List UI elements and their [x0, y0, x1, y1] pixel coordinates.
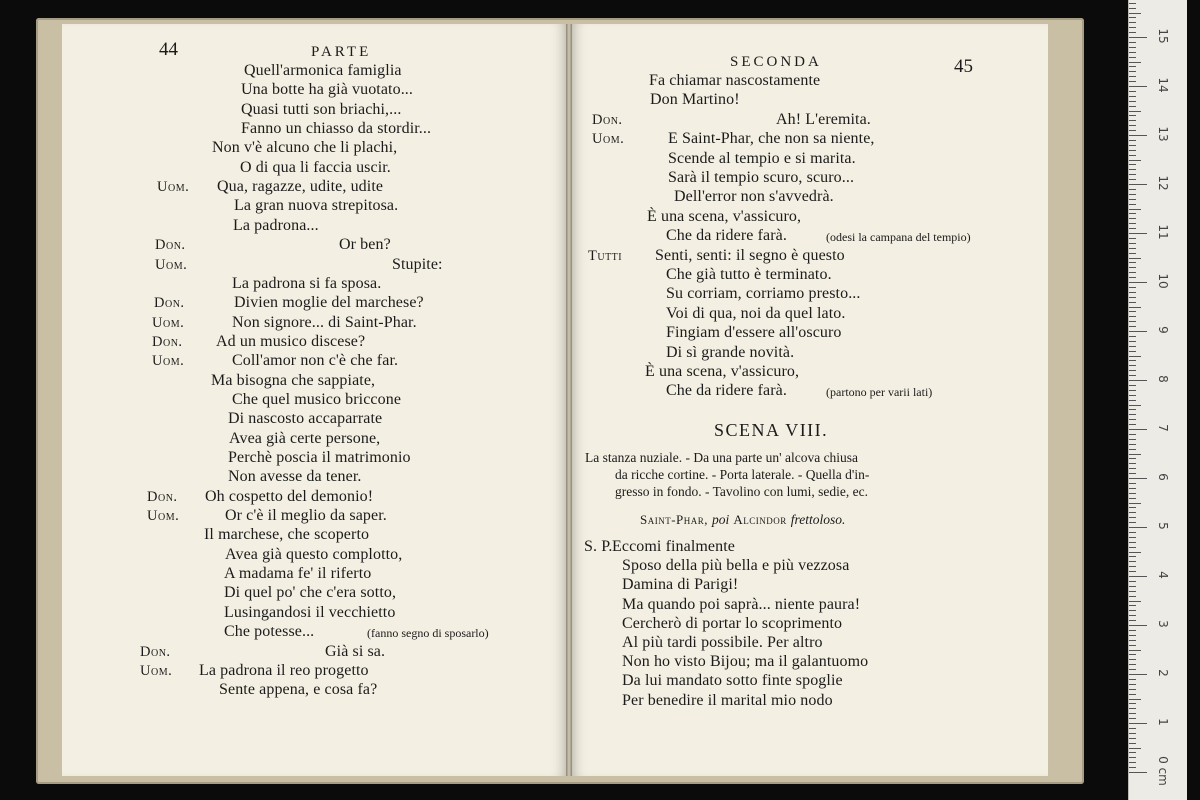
ruler-tick: [1129, 22, 1136, 23]
speaker-label: Uom.: [147, 508, 180, 525]
verse-line: Perchè poscia il matrimonio: [228, 449, 411, 466]
ruler-tick: [1129, 454, 1141, 455]
ruler-tick: [1129, 762, 1136, 763]
ruler-tick: [1129, 37, 1147, 38]
ruler-tick: [1129, 292, 1136, 293]
ruler-tick: [1129, 772, 1147, 773]
ruler-number: 15: [1156, 28, 1170, 44]
ruler-tick: [1129, 140, 1136, 141]
ruler-tick: [1129, 713, 1136, 714]
verse-line: La padrona si fa sposa.: [232, 274, 382, 292]
running-head-right: SECONDA: [730, 54, 822, 70]
ruler-tick: [1129, 311, 1136, 312]
verse-line: Stupite:: [392, 255, 443, 273]
verse-line: Una botte ha già vuotato...: [241, 81, 413, 99]
verse-line: Ma quando poi saprà... niente paura!: [622, 595, 861, 613]
ruler-tick: [1129, 184, 1147, 185]
ruler-tick: [1129, 512, 1136, 513]
verse-line: Ad un musico discese?: [216, 332, 366, 350]
ruler-tick: [1129, 155, 1136, 156]
stage-direction: (partono per varii lati): [826, 385, 933, 400]
verse-line: Non ho visto Bijou; ma il galantuomo: [622, 653, 869, 671]
ruler-tick: [1129, 47, 1136, 48]
ruler-tick: [1129, 439, 1136, 440]
ruler-tick: [1129, 586, 1136, 587]
verse-line: Coll'amor non c'è che far.: [232, 352, 399, 370]
ruler-number: 12: [1156, 175, 1170, 191]
ruler-tick: [1129, 449, 1136, 450]
cast-line: [640, 511, 845, 529]
verse-line: Sente appena, e cosa fa?: [219, 681, 378, 699]
ruler-tick: [1129, 733, 1136, 734]
ruler-tick: [1129, 115, 1136, 116]
ruler-tick: [1129, 76, 1136, 77]
ruler-tick: [1129, 277, 1136, 278]
ruler-tick: [1129, 160, 1141, 161]
ruler-number: 7: [1156, 424, 1170, 432]
ruler-tick: [1129, 17, 1136, 18]
ruler-tick: [1129, 380, 1147, 381]
ruler-tick: [1129, 654, 1136, 655]
ruler-tick: [1129, 341, 1136, 342]
verse-line: Sposo della più bella e più vezzosa: [622, 557, 850, 575]
left-page: [62, 24, 566, 776]
ruler-tick: [1129, 326, 1136, 327]
ruler-tick: [1129, 444, 1136, 445]
ruler-tick: [1129, 458, 1136, 459]
ruler-tick: [1129, 8, 1136, 9]
ruler-tick: [1129, 414, 1136, 415]
ruler-tick: [1129, 429, 1147, 430]
ruler-tick: [1129, 669, 1136, 670]
ruler-tick: [1129, 699, 1141, 700]
verse-line: Non signore... di Saint-Phar.: [232, 313, 417, 331]
ruler-tick: [1129, 561, 1136, 562]
verse-line: A madama fe' il riferto: [224, 565, 372, 583]
ruler-tick: [1129, 218, 1136, 219]
ruler-tick: [1129, 3, 1136, 4]
ruler-number: 9: [1156, 326, 1170, 334]
ruler-tick: [1129, 302, 1136, 303]
cast-manner: frettoloso.: [790, 512, 846, 527]
verse-line: Damina di Parigi!: [622, 576, 739, 594]
verse-line: Don Martino!: [650, 91, 740, 109]
ruler-tick: [1129, 601, 1141, 602]
ruler-tick: [1129, 689, 1136, 690]
verse-line: Quell'armonica famiglia: [244, 62, 402, 79]
ruler-tick: [1129, 473, 1136, 474]
verse-line: Oh cospetto del demonio!: [205, 487, 374, 505]
ruler-tick: [1129, 684, 1136, 685]
ruler-number: 1: [1156, 718, 1170, 726]
ruler-tick: [1129, 243, 1136, 244]
ruler-tick: [1129, 409, 1136, 410]
speaker-label: Don.: [154, 295, 185, 312]
ruler-tick: [1129, 571, 1136, 572]
speaker-label: Uom.: [152, 314, 185, 331]
ruler-tick: [1129, 552, 1141, 553]
verse-line: Quasi tutti son briachi,...: [241, 100, 402, 118]
ruler-tick: [1129, 463, 1136, 464]
ruler-tick: [1129, 385, 1136, 386]
ruler-tick: [1129, 204, 1136, 205]
ruler-tick: [1129, 375, 1136, 376]
ruler-tick: [1129, 150, 1136, 151]
speaker-label: Tutti: [588, 247, 623, 264]
ruler-tick: [1129, 223, 1136, 224]
verse-line: Cercherò di portar lo scoprimento: [622, 614, 843, 632]
verse-line: La padrona...: [233, 216, 319, 234]
ruler-tick: [1129, 728, 1136, 729]
ruler-tick: [1129, 111, 1141, 112]
ruler-tick: [1129, 723, 1147, 724]
ruler-number: 0 cm: [1156, 756, 1170, 786]
ruler-tick: [1129, 316, 1136, 317]
ruler-tick: [1129, 405, 1141, 406]
verse-line: Voi di qua, noi da quel lato.: [666, 304, 846, 322]
ruler-tick: [1129, 189, 1136, 190]
ruler-tick: [1129, 615, 1136, 616]
ruler-tick: [1129, 483, 1136, 484]
verse-line: È una scena, v'assicuro,: [645, 363, 800, 380]
ruler-tick: [1129, 503, 1141, 504]
ruler-number: 10: [1156, 273, 1170, 289]
ruler-tick: [1129, 351, 1136, 352]
ruler-tick: [1129, 625, 1147, 626]
ruler-tick: [1129, 757, 1136, 758]
ruler-tick: [1129, 752, 1136, 753]
ruler-tick: [1129, 522, 1136, 523]
verse-line: Che già tutto è terminato.: [666, 266, 832, 283]
ruler-tick: [1129, 135, 1147, 136]
ruler-tick: [1129, 228, 1136, 229]
verse-line: Che da ridere farà.: [666, 227, 787, 245]
ruler-tick: [1129, 287, 1136, 288]
ruler-tick: [1129, 307, 1141, 308]
ruler-tick: [1129, 267, 1136, 268]
ruler-tick: [1129, 174, 1136, 175]
ruler-tick: [1129, 57, 1136, 58]
ruler-tick: [1129, 213, 1136, 214]
verse-line: O di qua li faccia uscir.: [240, 158, 391, 176]
ruler-tick: [1129, 650, 1141, 651]
ruler-tick: [1129, 164, 1136, 165]
ruler-tick: [1129, 748, 1141, 749]
ruler-tick: [1129, 620, 1136, 621]
verse-line: Che quel musico briccone: [232, 390, 402, 408]
ruler-tick: [1129, 767, 1136, 768]
ruler-tick: [1129, 331, 1147, 332]
speaker-label: Don.: [140, 643, 171, 660]
ruler-tick: [1129, 743, 1136, 744]
ruler-number: 5: [1156, 522, 1170, 530]
verse-line: Per benedire il marital mio nodo: [622, 691, 833, 709]
ruler-tick: [1129, 365, 1136, 366]
speaker-label: Don.: [147, 488, 178, 505]
verse-line: Eccomi finalmente: [612, 538, 735, 555]
measuring-ruler: [1128, 0, 1187, 800]
verse-line: Già si sa.: [325, 642, 386, 660]
ruler-number: 3: [1156, 620, 1170, 628]
ruler-number: 8: [1156, 375, 1170, 383]
stage-direction-line: da ricche cortine. - Porta laterale. - Quella d'in-: [615, 467, 870, 482]
verse-line: Da lui mandato sotto finte spoglie: [622, 672, 843, 690]
verse-line: Or c'è il meglio da saper.: [225, 507, 387, 525]
verse-line: Avea già questo complotto,: [225, 545, 403, 563]
ruler-tick: [1129, 424, 1136, 425]
ruler-tick: [1129, 253, 1136, 254]
ruler-tick: [1129, 62, 1141, 63]
ruler-tick: [1129, 297, 1136, 298]
ruler-tick: [1129, 630, 1136, 631]
ruler-tick: [1129, 605, 1136, 606]
ruler-tick: [1129, 640, 1136, 641]
ruler-tick: [1129, 738, 1136, 739]
ruler-tick: [1129, 400, 1136, 401]
ruler-number: 11: [1156, 224, 1170, 240]
ruler-tick: [1129, 718, 1136, 719]
verse-line: Fingiam d'essere all'oscuro: [666, 324, 842, 342]
ruler-tick: [1129, 576, 1147, 577]
ruler-tick: [1129, 81, 1136, 82]
ruler-tick: [1129, 120, 1136, 121]
verse-line: Al più tardi possibile. Per altro: [622, 634, 823, 651]
ruler-tick: [1129, 258, 1141, 259]
verse-line: Di nascosto accaparrate: [228, 410, 383, 428]
ruler-tick: [1129, 507, 1136, 508]
page-number-left: 44: [159, 39, 178, 60]
ruler-number: 13: [1156, 126, 1170, 142]
speaker-label: Uom.: [152, 353, 185, 370]
verse-line: Sarà il tempio scuro, scuro...: [668, 169, 855, 186]
speaker-label: Uom.: [157, 179, 190, 196]
verse-line: Fa chiamar nascostamente: [649, 72, 821, 89]
ruler-tick: [1129, 272, 1136, 273]
ruler-tick: [1129, 169, 1136, 170]
verse-line: Dell'error non s'avvedrà.: [674, 188, 834, 206]
ruler-tick: [1129, 493, 1136, 494]
ruler-number: 6: [1156, 473, 1170, 481]
cast-alcindor: Alcindor: [733, 512, 787, 527]
page-number-right: 45: [954, 56, 973, 77]
ruler-tick: [1129, 360, 1136, 361]
verse-line: Ma bisogna che sappiate,: [211, 371, 376, 389]
speaker-label: Uom.: [140, 662, 173, 679]
ruler-number: 2: [1156, 669, 1170, 677]
ruler-tick: [1129, 581, 1136, 582]
speaker-label: Uom.: [592, 131, 625, 148]
ruler-tick: [1129, 395, 1136, 396]
verse-line: La padrona il reo progetto: [199, 661, 369, 679]
ruler-tick: [1129, 596, 1136, 597]
verse-line: Avea già certe persone,: [229, 429, 381, 447]
ruler-tick: [1129, 106, 1136, 107]
verse-line: Ah! L'eremita.: [776, 110, 871, 128]
verse-line: È una scena, v'assicuro,: [647, 207, 802, 225]
ruler-tick: [1129, 199, 1136, 200]
ruler-tick: [1129, 659, 1136, 660]
ruler-tick: [1129, 694, 1136, 695]
ruler-tick: [1129, 130, 1136, 131]
verse-line: Or ben?: [339, 236, 391, 254]
verse-line: Il marchese, che scoperto: [204, 526, 370, 544]
ruler-tick: [1129, 390, 1136, 391]
ruler-tick: [1129, 238, 1136, 239]
verse-line: Di quel po' che c'era sotto,: [224, 584, 397, 602]
verse-line: Qua, ragazze, udite, udite: [217, 178, 384, 196]
ruler-tick: [1129, 527, 1147, 528]
ruler-tick: [1129, 13, 1141, 14]
ruler-tick: [1129, 346, 1136, 347]
ruler-tick: [1129, 101, 1136, 102]
ruler-tick: [1129, 532, 1136, 533]
ruler-tick: [1129, 708, 1136, 709]
cast-saint-phar: Saint-Phar,: [640, 512, 709, 527]
ruler-tick: [1129, 179, 1136, 180]
ruler-tick: [1129, 537, 1136, 538]
ruler-tick: [1129, 27, 1136, 28]
ruler-tick: [1129, 498, 1136, 499]
ruler-tick: [1129, 233, 1147, 234]
ruler-tick: [1129, 547, 1136, 548]
running-head-left: PARTE: [311, 44, 372, 60]
ruler-tick: [1129, 674, 1147, 675]
ruler-tick: [1129, 262, 1136, 263]
speaker-label: S. P.: [584, 538, 613, 555]
ruler-tick: [1129, 52, 1136, 53]
ruler-tick: [1129, 356, 1141, 357]
ruler-number: 4: [1156, 571, 1170, 579]
speaker-label: Don.: [592, 111, 623, 128]
ruler-tick: [1129, 664, 1136, 665]
verse-line: Che potesse...: [224, 623, 315, 641]
ruler-tick: [1129, 71, 1136, 72]
verse-line: Su corriam, corriamo presto...: [666, 285, 861, 303]
ruler-tick: [1129, 419, 1136, 420]
stage-direction-line: La stanza nuziale. - Da una parte un' alcova chiusa: [585, 450, 859, 465]
ruler-tick: [1129, 91, 1136, 92]
ruler-tick: [1129, 478, 1147, 479]
ruler-tick: [1129, 32, 1136, 33]
ruler-tick: [1129, 566, 1136, 567]
speaker-label: Uom.: [155, 256, 188, 273]
verse-line: Fanno un chiasso da stordir...: [241, 120, 432, 138]
ruler-tick: [1129, 66, 1136, 67]
ruler-tick: [1129, 591, 1136, 592]
stage-direction: (odesi la campana del tempio): [826, 230, 971, 245]
ruler-tick: [1129, 96, 1136, 97]
verse-line: Divien moglie del marchese?: [234, 294, 424, 312]
ruler-tick: [1129, 248, 1136, 249]
ruler-tick: [1129, 145, 1136, 146]
ruler-tick: [1129, 556, 1136, 557]
ruler-tick: [1129, 209, 1141, 210]
ruler-tick: [1129, 282, 1147, 283]
verse-line: E Saint-Phar, che non sa niente,: [668, 130, 875, 148]
scene-title: SCENA VIII.: [714, 420, 829, 440]
ruler-tick: [1129, 86, 1147, 87]
ruler-tick: [1129, 468, 1136, 469]
verse-line: La gran nuova strepitosa.: [234, 197, 399, 215]
ruler-tick: [1129, 679, 1136, 680]
speaker-label: Don.: [152, 333, 183, 350]
ruler-tick: [1129, 321, 1136, 322]
ruler-tick: [1129, 42, 1136, 43]
ruler-number: 14: [1156, 77, 1170, 93]
ruler-tick: [1129, 434, 1136, 435]
speaker-label: Don.: [155, 237, 186, 254]
verse-line: Scende al tempio e si marita.: [668, 149, 856, 167]
ruler-tick: [1129, 542, 1136, 543]
cast-connector: poi: [712, 512, 730, 527]
ruler-tick: [1129, 635, 1136, 636]
ruler-tick: [1129, 336, 1136, 337]
stage-direction: (fanno segno di sposarlo): [367, 626, 489, 641]
verse-line: Che da ridere farà.: [666, 382, 787, 400]
ruler-tick: [1129, 370, 1136, 371]
stage-direction-line: gresso in fondo. - Tavolino con lumi, sedie, ec.: [615, 484, 869, 499]
verse-line: Senti, senti: il segno è questo: [655, 246, 845, 264]
ruler-tick: [1129, 610, 1136, 611]
ruler-tick: [1129, 703, 1136, 704]
verse-line: Non avesse da tener.: [228, 468, 362, 486]
ruler-tick: [1129, 488, 1136, 489]
verse-line: Non v'è alcuno che li plachi,: [212, 139, 398, 157]
verse-line: Lusingandosi il vecchietto: [224, 603, 396, 621]
ruler-tick: [1129, 194, 1136, 195]
ruler-tick: [1129, 517, 1136, 518]
ruler-tick: [1129, 125, 1136, 126]
ruler-tick: [1129, 645, 1136, 646]
verse-line: Di sì grande novità.: [666, 343, 795, 361]
right-page: [572, 24, 1048, 776]
